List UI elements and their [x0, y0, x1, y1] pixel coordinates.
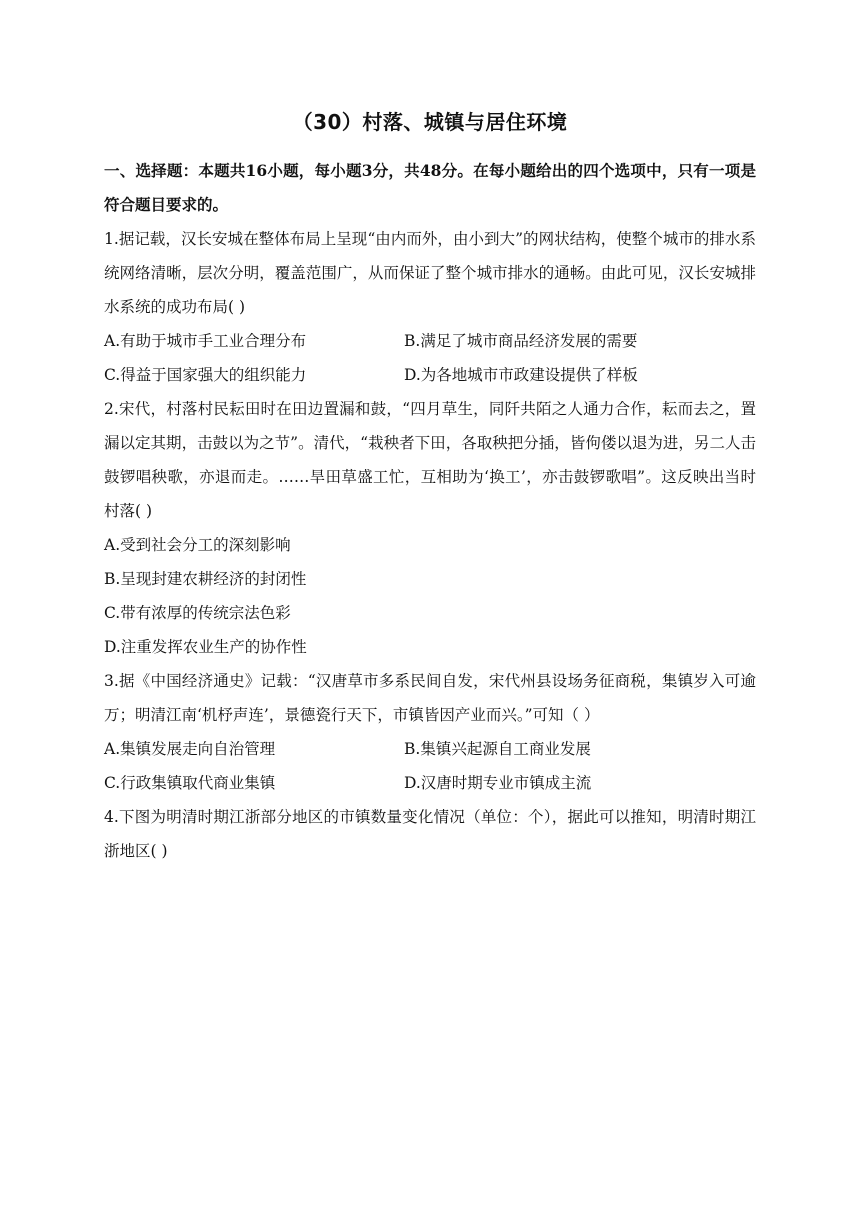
question-1-option-d: D.为各地城市市政建设提供了样板: [404, 366, 638, 384]
question-3-stem: 3.据《中国经济通史》记载：“汉唐草市多系民间自发，宋代州县设场务征商税，集镇岁入可逾万；明清江南‘机杼声连’，景德瓷行天下，市镇皆因产业而兴。”可知（ ）: [104, 672, 756, 724]
question-2-option-d: D.注重发挥农业生产的协作性: [104, 638, 307, 656]
page-title: （30）村落、城镇与居住环境: [292, 110, 568, 134]
question-1-option-a: A.有助于城市手工业合理分布: [104, 332, 307, 350]
question-1-option-b: B.满足了城市商品经济发展的需要: [404, 332, 638, 350]
question-3-option-d: D.汉唐时期专业市镇成主流: [404, 774, 592, 792]
question-3-option-a: A.集镇发展走向自治管理: [104, 740, 276, 758]
question-4-stem: 4.下图为明清时期江浙部分地区的市镇数量变化情况（单位：个），据此可以推知，明清时期江浙地区( ): [104, 808, 756, 860]
question-2: [104, 392, 756, 664]
question-2-option-c: C.带有浓厚的传统宗法色彩: [104, 604, 291, 622]
question-1-options: [104, 324, 756, 392]
question-2-option-a: A.受到社会分工的深刻影响: [104, 536, 291, 554]
question-1-stem: 1.据记载，汉长安城在整体布局上呈现“由内而外，由小到大”的网状结构，使整个城市的排水系统网络清晰，层次分明，覆盖范围广，从而保证了整个城市排水的通畅。由此可见，汉长安城排水系统的成功布局( ): [104, 230, 756, 316]
question-1: [104, 222, 756, 392]
question-2-stem: 2.宋代，村落村民耘田时在田边置漏和鼓，“四月草生，同阡共陌之人通力合作，耘而去之，置漏以定其期，击鼓以为之节”。清代，“栽秧者下田，各取秧把分插，皆佝偻以退为进，另二人击鼓锣唱秧歌，亦退而走。……旱田草盛工忙，互相助为‘换工’，亦击鼓锣歌唱”。这反映出当时村落( ): [104, 400, 756, 520]
document-page: [104, 108, 756, 868]
question-3-option-c: C.行政集镇取代商业集镇: [104, 774, 276, 792]
question-1-option-c: C.得益于国家强大的组织能力: [104, 366, 307, 384]
question-3: [104, 664, 756, 800]
question-3-option-b: B.集镇兴起源自工商业发展: [404, 740, 591, 758]
question-4: [104, 800, 756, 868]
question-3-options: [104, 732, 756, 800]
question-2-option-b: B.呈现封建农耕经济的封闭性: [104, 570, 307, 588]
section-heading: 一、选择题：本题共16小题，每小题3分，共48分。在每小题给出的四个选项中，只有一项是符合题目要求的。: [104, 161, 756, 214]
